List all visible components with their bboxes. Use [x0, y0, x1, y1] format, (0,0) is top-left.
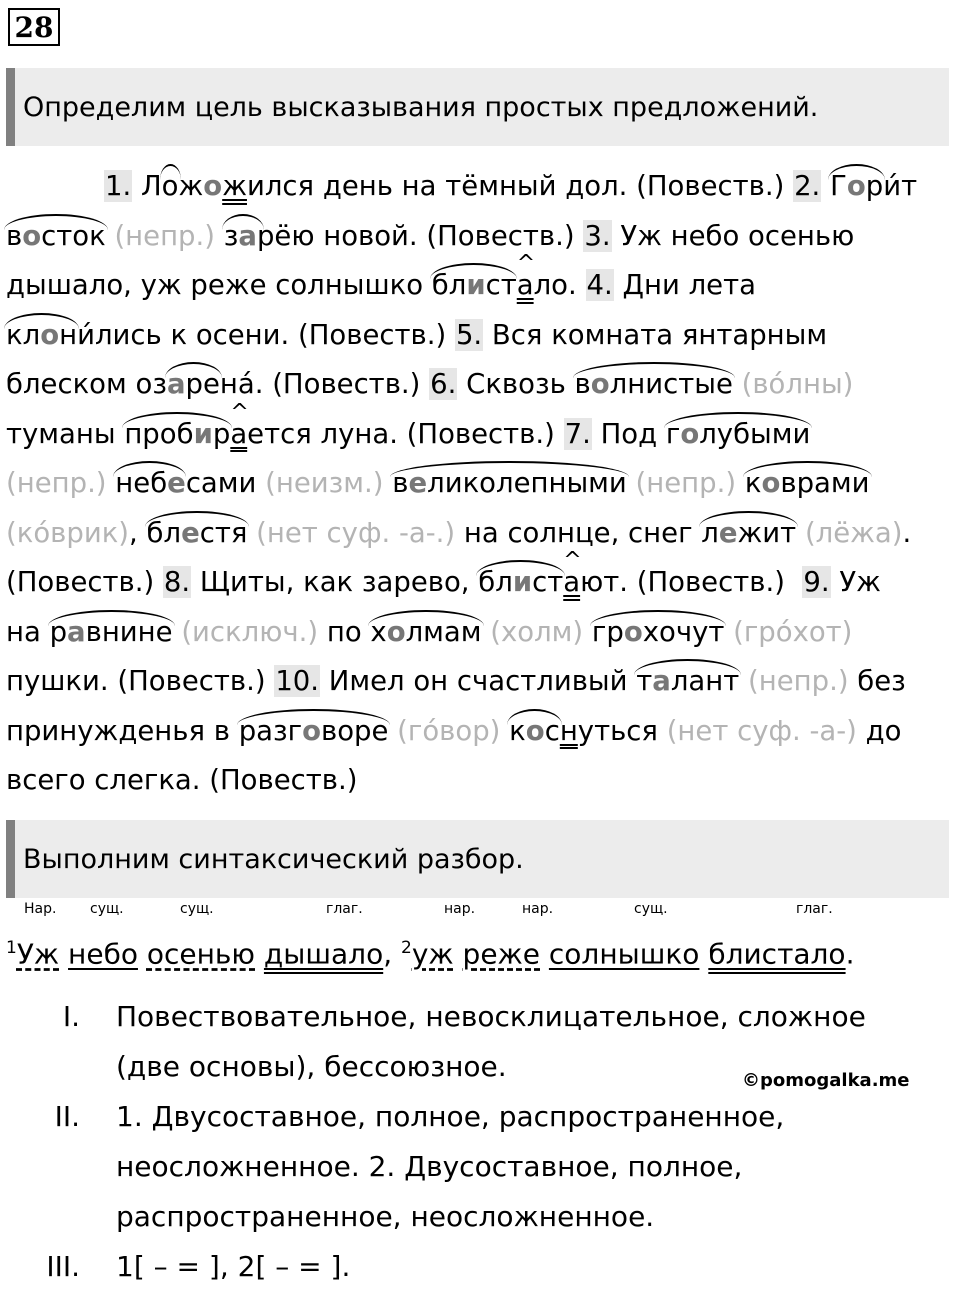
period: . — [845, 937, 855, 971]
watermark: ©pomogalka.me — [742, 1070, 910, 1091]
word-adverbial: осенью — [146, 937, 256, 971]
analysis-item-3 — [0, 1242, 960, 1292]
heading-analysis — [6, 820, 949, 898]
main-line-1: 1. Ло жожился день на тёмный дол. (Повеств.) 2. Гор и́т — [6, 162, 956, 212]
word-predicate: блистало — [708, 937, 846, 971]
pos-label: нар. — [444, 901, 476, 917]
heading-purpose-text: Определим цель высказывания простых предложений. — [23, 91, 819, 123]
main-line-2: восток (непр.) зарёю новой. (Повеств.) 3. Уж небо осенью — [6, 212, 956, 262]
pos-label: сущ. — [634, 901, 668, 917]
comma: , — [383, 937, 402, 971]
main-line-7: (непр.) небесами (неизм.) великолепными (непр.) коврами — [6, 459, 956, 509]
pos-label: глаг. — [326, 901, 363, 917]
main-line-5: блеском озаре на́. (Повеств.) 6. Сквозь волнистые (во́лны) — [6, 360, 956, 410]
heading-analysis-text: Выполним синтаксический разбор. — [23, 843, 524, 875]
analysis-text: распространенное, неосложненное. — [116, 1200, 655, 1233]
main-line-12: принужденья в разговоре (го́вор) кос нуться (нет суф. -а-) до — [6, 707, 956, 757]
main-line-10: на равнине (исключ.) по холмам (холм) грохочут (гро́хот) — [6, 608, 956, 658]
parsed-sentence — [6, 926, 854, 976]
pos-label: Нар. — [24, 901, 57, 917]
analysis-text: Повествовательное, невосклицательное, сложное — [116, 1000, 866, 1033]
analysis-item-2-cont2 — [0, 1192, 960, 1242]
main-line-11: пушки. (Повеств.) 10. Имел он счастливый талант (непр.) без — [6, 657, 956, 707]
analysis-text: неосложненное. 2. Двусоставное, полное, — [116, 1150, 743, 1183]
roman-numeral: II. — [54, 1100, 80, 1133]
roman-numeral: I. — [62, 1000, 80, 1033]
main-line-6: туманы пробир а ^ ется луна. (Повеств.) 7. Под голубыми — [6, 399, 811, 450]
word-adverb: Уж — [16, 937, 60, 971]
main-line-8: (ко́врик), блестя (нет суф. -а-.) на солнце, снег лежит (лёжа). — [6, 509, 956, 559]
main-line-3: дышало, уж реже солнышко блист а ^ ло. 4. Дни лета — [6, 251, 756, 301]
main-line-13: всего слегка. (Повеств.) — [6, 764, 358, 796]
main-line-9: (Повеств.) 8. Щиты, как зарево, блист а ^ ют. (Повеств.) 9. Уж — [6, 548, 881, 598]
word-adverb: реже — [462, 937, 540, 971]
analysis-item-1 — [0, 992, 960, 1042]
clause-index-2: 2 — [401, 938, 412, 958]
word-subject: небо — [68, 937, 138, 971]
word-subject: солнышко — [548, 937, 700, 971]
analysis-item-2 — [0, 1092, 960, 1142]
pos-label: сущ. — [180, 901, 214, 917]
pos-label: глаг. — [796, 901, 833, 917]
analysis-text: 1. Двусоставное, полное, распространенное, — [116, 1100, 785, 1133]
heading-purpose — [6, 68, 949, 146]
roman-numeral: III. — [46, 1250, 80, 1283]
pos-label: сущ. — [90, 901, 124, 917]
analysis-text: (две основы), бессоюзное. — [116, 1050, 507, 1083]
analysis-text: 1[ – = ], 2[ – = ]. — [116, 1250, 351, 1283]
word-predicate: дышало — [263, 937, 384, 971]
word-adverb: уж — [411, 937, 454, 971]
main-line-4: клон и́лись к осени. (Повеств.) 5. Вся комната янтарным — [6, 311, 956, 361]
pos-labels — [0, 901, 960, 921]
analysis-list — [0, 992, 960, 1292]
pos-label: нар. — [522, 901, 554, 917]
main-text — [6, 162, 956, 806]
exercise-number: 28 — [8, 8, 60, 46]
analysis-item-2-cont — [0, 1142, 960, 1192]
clause-index-1: 1 — [6, 938, 17, 958]
